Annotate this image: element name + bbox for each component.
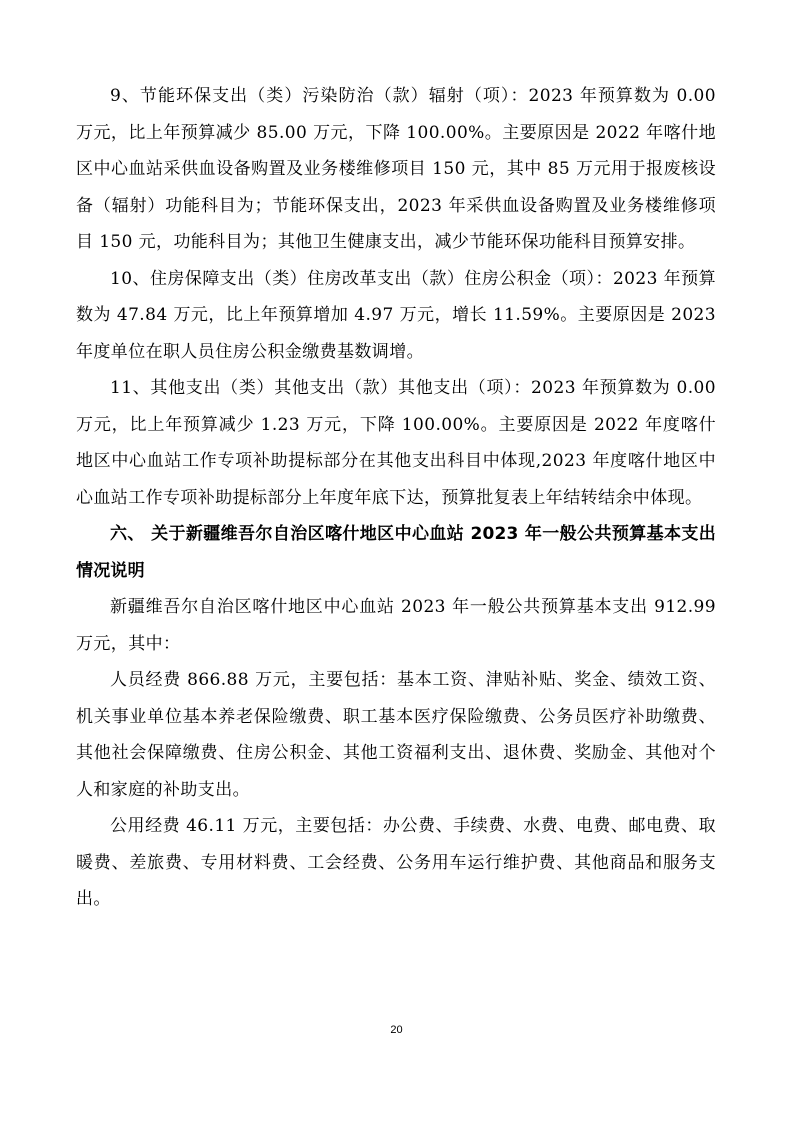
paragraph-basic-expenditure: 新疆维吾尔自治区喀什地区中心血站 2023 年一般公共预算基本支出 912.99 万元，其中： <box>76 597 716 654</box>
paragraph-item-10: 10、住房保障支出（类）住房改革支出（款）住房公积金（项）：2023 年预算数为 47.84 万元，比上年预算增加 4.97 万元，增长 11.59%。主要原因是 2023 年度单位在职人员住房公积金缴费基数调增。 <box>76 268 716 362</box>
page-number: 20 <box>390 1024 403 1036</box>
paragraph-item-11: 11、其他支出（类）其他支出（款）其他支出（项）：2023 年预算数为 0.00 万元，比上年预算减少 1.23 万元，下降 100.00%。主要原因是 2022 年度喀什地区中心血站工作专项补助提标部分在其他支出科目中体现,2023 年度喀什地区中心血站工作专项补助提标部分上年度年底下达，预算批复表上年结转结余中体现。 <box>76 378 716 508</box>
section-heading: 六、 关于新疆维吾尔自治区喀什地区中心血站 2023 年一般公共预算基本支出情况说明 <box>76 524 716 581</box>
paragraph-item-9: 9、节能环保支出（类）污染防治（款）辐射（项）：2023 年预算数为 0.00 万元，比上年预算减少 85.00 万元，下降 100.00%。主要原因是 2022 年喀什地区中心血站采供血设备购置及业务楼维修项目 150 元，其中 85 万元用于报废核设备（辐射）功能科目为；节能环保支出，2023 年采供血设备购置及业务楼维修项目 150 元，功能科目为；其他卫生健康支出，减少节能环保功能科目预算安排。 <box>76 86 716 252</box>
paragraph-public-expenses: 公用经费 46.11 万元，主要包括：办公费、手续费、水费、电费、邮电费、取暖费、差旅费、专用材料费、工会经费、公务用车运行维护费、其他商品和服务支出。 <box>76 816 716 909</box>
document-body <box>76 78 716 918</box>
paragraph-personnel-expenses: 人员经费 866.88 万元，主要包括：基本工资、津贴补贴、奖金、绩效工资、机关事业单位基本养老保险缴费、职工基本医疗保险缴费、公务员医疗补助缴费、其他社会保障缴费、住房公积金、其他工资福利支出、退休费、奖励金、其他对个人和家庭的补助支出。 <box>76 670 716 800</box>
